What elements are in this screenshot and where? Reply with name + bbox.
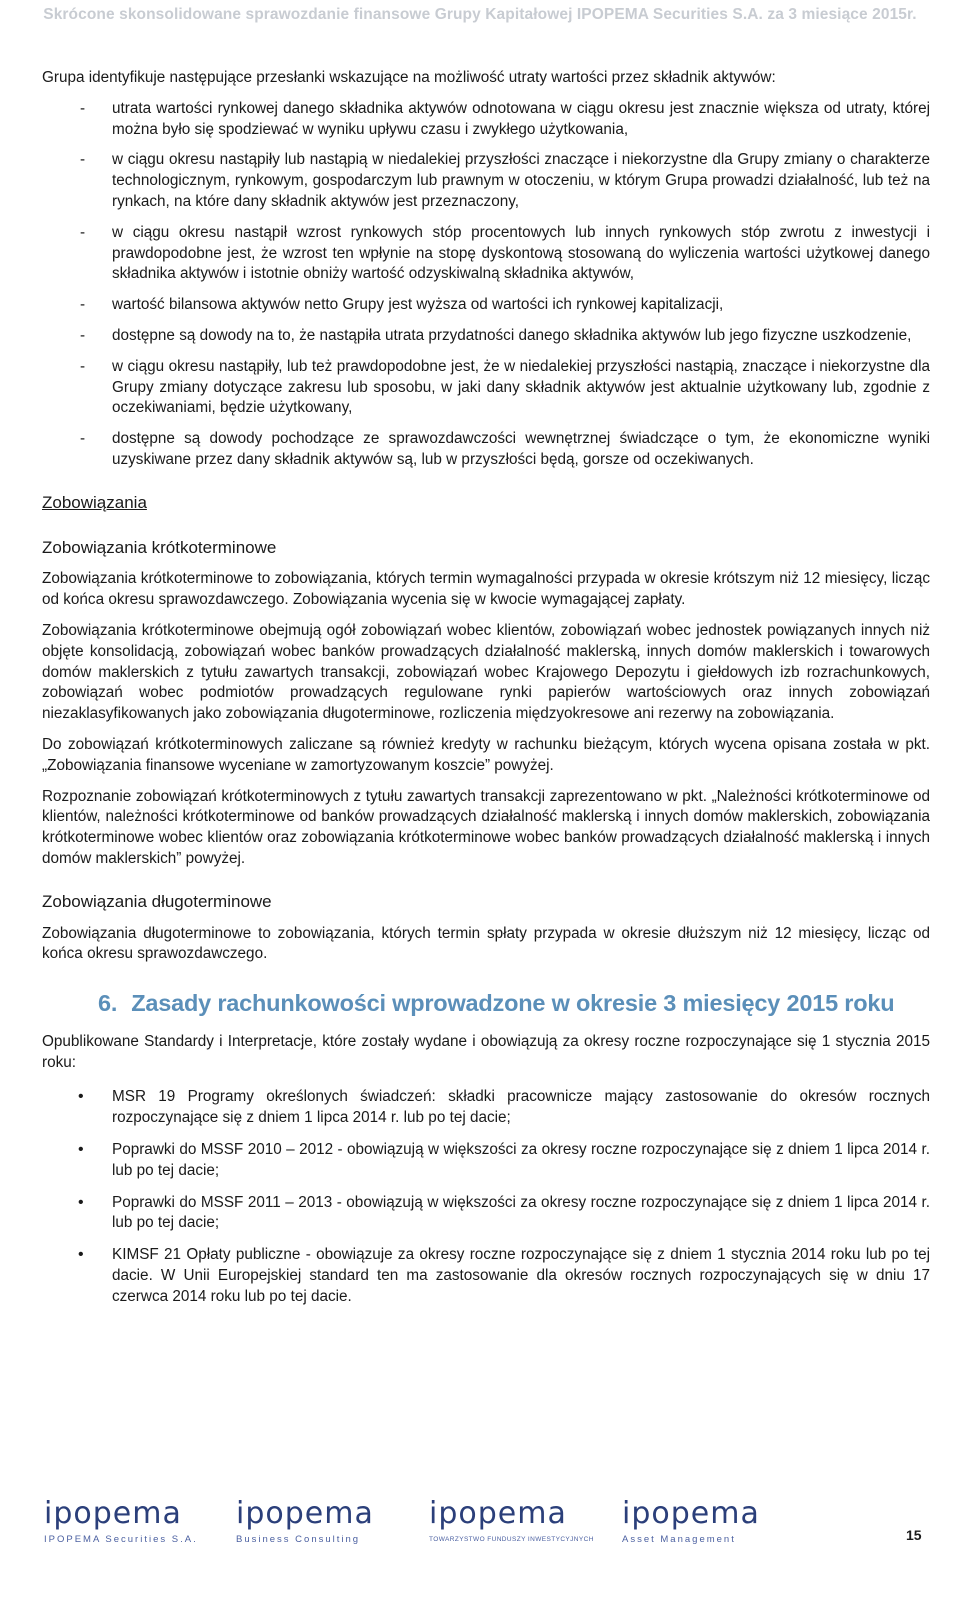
dash-marker: - <box>80 296 86 314</box>
bullet-marker: • <box>78 1141 84 1159</box>
bullet-marker: • <box>78 1193 84 1211</box>
section-6-heading <box>98 990 930 1017</box>
logo-subtitle: IPOPEMA Securities S.A. <box>44 1534 198 1545</box>
logo-subtitle: Business Consulting <box>236 1534 361 1545</box>
list-item: - dostępne są dowody na to, że nastąpiła utrata przydatności danego składnika aktywów lub jego fizyczne uszkodzenie, <box>42 326 930 347</box>
ipopema-business-consulting-logo <box>236 1496 386 1552</box>
list-item: • Poprawki do MSSF 2011 – 2013 - obowiązują w większości za okresy roczne rozpoczynające się z dniem 1 lipca 2014 r. lub po tej dacie; <box>78 1193 930 1232</box>
list-item: - wartość bilansowa aktywów netto Grupy jest wyższa od wartości ich rynkowej kapitalizacji, <box>42 295 930 316</box>
ipopema-asset-management-logo <box>622 1496 772 1552</box>
dash-marker: - <box>80 99 86 117</box>
logo-wordmark: ipopema <box>622 1496 760 1531</box>
long-term-heading: Zobowiązania długoterminowe <box>42 891 272 911</box>
bullet-marker: • <box>78 1246 84 1264</box>
dash-marker: - <box>80 326 86 344</box>
list-item: • MSR 19 Programy określonych świadczeń: składki pracownicze mający zastosowanie do okresów rocznych rozpoczynające się z dniem 1 lipca 2014 r. lub po tej dacie; <box>78 1088 930 1127</box>
long-term-paragraph: Zobowiązania długoterminowe to zobowiązania, których termin spłaty przypada w okresie dłuższym niż 12 miesięcy, licząc od końca okresu sprawozdawczego. <box>42 924 930 963</box>
dash-marker: - <box>80 430 86 448</box>
short-term-paragraph: Do zobowiązań krótkoterminowych zaliczane są również kredyty w rachunku bieżącym, których wycena opisana została w pkt. „Zobowiązania finansowe wyceniane w zamortyzowanym koszcie” powyżej. <box>42 735 930 774</box>
page-number: 15 <box>906 1527 922 1543</box>
list-item: - w ciągu okresu nastąpiły, lub też prawdopodobne jest, że w niedalekiej przyszłości nastąpią, znaczące i niekorzystne dla Grupy zmiany dotyczące zakresu lub sposobu, w jaki dany składnik aktywów jest aktualnie użytkowany lub, zgodnie z oczekiwaniami, będzie użytkowany, <box>80 357 930 417</box>
short-term-paragraph: Zobowiązania krótkoterminowe to zobowiązania, których termin wymagalności przypada w okresie krótszym niż 12 miesięcy, licząc od końca okresu sprawozdawczego. Zobowiązania wycenia się w kwocie wymagającej zapłaty. <box>42 570 930 609</box>
ipopema-tfi-logo <box>429 1496 594 1552</box>
page-header: Skrócone skonsolidowane sprawozdanie finansowe Grupy Kapitałowej IPOPEMA Securities S.A. za 3 miesiące 2015r. <box>43 6 917 23</box>
logo-wordmark: ipopema <box>44 1496 182 1531</box>
list-item: • Poprawki do MSSF 2010 – 2012 - obowiązują w większości za okresy roczne rozpoczynające się z dniem 1 lipca 2014 r. lub po tej dacie; <box>78 1141 930 1179</box>
logo-subtitle: Asset Management <box>622 1534 736 1545</box>
short-term-paragraph: Rozpoznanie zobowiązań krótkoterminowych z tytułu zawartych transakcji zaprezentowano w pkt. „Należności krótkoterminowe od klientów, należności krótkoterminowe od banków prowadzących działalność maklerską i innych domów maklerskich, zobowiązania krótkoterminowe wobec klientów oraz zobowiązania krótkoterminowe wobec banków prowadzących działalność maklerską i innych domów maklerskich” powyżej. <box>42 787 930 867</box>
list-item: - dostępne są dowody pochodzące ze sprawozdawczości wewnętrznej świadczące o tym, że ekonomiczne wyniki uzyskiwane przez dany składnik aktywów są, lub w przyszłości będą, gorsze od oczekiwanych. <box>80 430 930 468</box>
short-term-heading: Zobowiązania krótkoterminowe <box>42 537 277 557</box>
bullet-marker: • <box>78 1088 84 1106</box>
impairment-intro: Grupa identyfikuje następujące przesłanki wskazujące na możliwość utraty wartości przez składnik aktywów: <box>42 69 776 86</box>
list-item: - w ciągu okresu nastąpił wzrost rynkowych stóp procentowych lub innych rynkowych stóp zwrotu z inwestycji i prawdopodobne jest, że wzrost ten wpłynie na stopę dyskontową stosowaną do wyliczenia wartości użytkowej danego składnika aktywów i istotnie obniży wartość odzyskiwalną składnika aktywów, <box>80 223 930 283</box>
short-term-paragraph: Zobowiązania krótkoterminowe obejmują ogół zobowiązań wobec klientów, zobowiązań wobec jednostek powiązanych innych niż objęte konsolidacją, zobowiązań wobec banków prowadzących działalność maklerską, innych domów maklerskich i towarowych domów maklerskich z tytułu zawartych transakcji, zobowiązań wobec Krajowego Depozytu i giełdowych izb rozrachunkowych, zobowiązań wobec podmiotów prowadzących regulowane rynki papierów wartościowych oraz innych zobowiązań niezaklasyfikowanych jako zobowiązania długoterminowe, rozliczenia międzyokresowe ani rezerwy na zobowiązania. <box>42 621 930 723</box>
logo-wordmark: ipopema <box>429 1496 567 1531</box>
dash-marker: - <box>80 151 86 169</box>
footer-logos <box>44 1496 924 1556</box>
list-item: - w ciągu okresu nastąpiły lub nastąpią w niedalekiej przyszłości znaczące i niekorzystne dla Grupy zmiany o charakterze technologicznym, rynkowym, gospodarczym lub prawnym w otoczeniu, w którym Grupa prowadzi działalność, lub też na rynkach, na które dany składnik aktywów jest przeznaczony, <box>80 151 930 210</box>
section-6-intro: Opublikowane Standardy i Interpretacje, które zostały wydane i obowiązują za okresy roczne rozpoczynające się 1 stycznia 2015 roku: <box>42 1032 930 1071</box>
logo-wordmark: ipopema <box>236 1496 374 1531</box>
dash-marker: - <box>80 357 86 375</box>
section-title: Zasady rachunkowości wprowadzone w okresie 3 miesięcy 2015 roku <box>131 990 895 1017</box>
list-item: • KIMSF 21 Opłaty publiczne - obowiązuje za okresy roczne rozpoczynające się z dniem 1 stycznia 2014 roku lub po tej dacie. W Unii Europejskiej standard ten ma zastosowanie dla okresów rocznych rozpoczynających się w dniu 17 czerwca 2014 roku lub po tej dacie. <box>78 1246 930 1305</box>
logo-subtitle: TOWARZYSTWO FUNDUSZY INWESTYCYJNYCH <box>429 1536 594 1543</box>
section-number: 6. <box>98 990 118 1017</box>
ipopema-securities-logo <box>44 1496 198 1552</box>
dash-marker: - <box>80 223 86 241</box>
impairment-list <box>42 99 930 471</box>
standards-list <box>42 1087 930 1307</box>
list-item: - utrata wartości rynkowej danego składnika aktywów odnotowana w ciągu okresu jest znacznie większa od utraty, której można było się spodziewać w wyniku upływu czasu i zwykłego użytkowania, <box>80 99 930 138</box>
liabilities-heading: Zobowiązania <box>42 492 147 512</box>
page-content <box>42 68 930 1319</box>
